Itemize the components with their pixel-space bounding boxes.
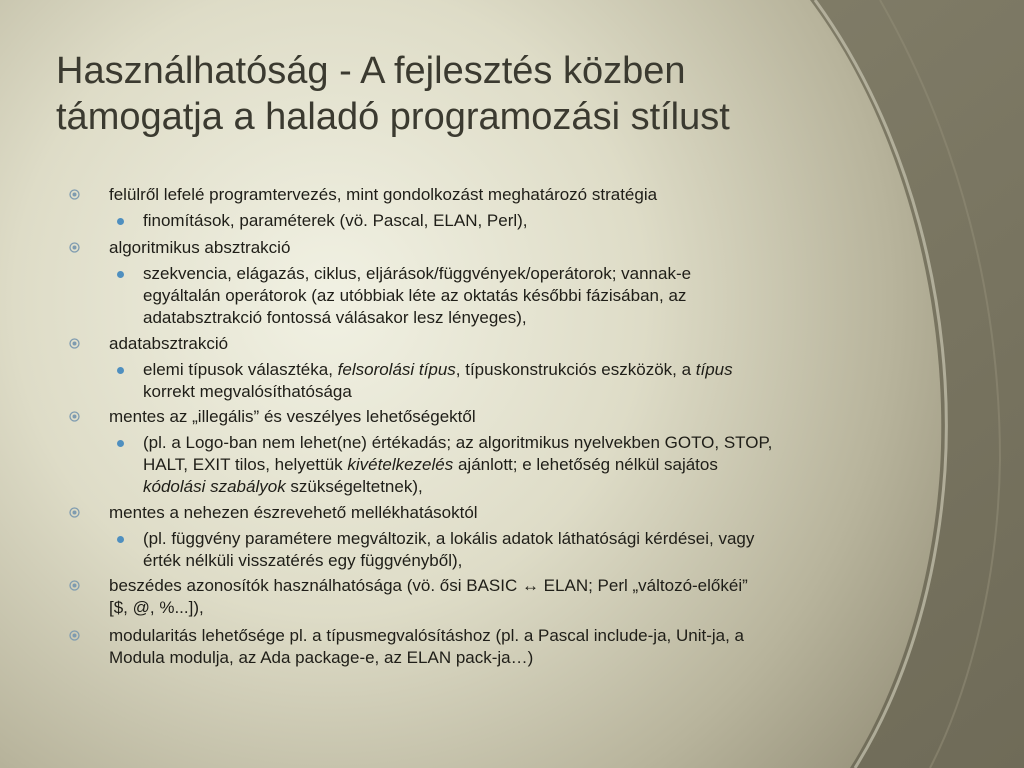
bullet-item: [109, 237, 899, 259]
sub-bullet-item: [143, 359, 903, 403]
bullet-text-line: [$, @, %...]),: [109, 598, 204, 617]
text-run: elemi típusok választéka,: [143, 360, 338, 379]
sub-bullet-text-line: (pl. függvény paramétere megváltozik, a lokális adatok láthatósági kérdései, vagy: [143, 529, 755, 548]
bullet-item: [109, 184, 899, 206]
text-run: HALT, EXIT tilos, helyettük: [143, 455, 348, 474]
bullet-text-line: modularitás lehetősége pl. a típusmegvalósításhoz (pl. a Pascal include-ja, Unit-ja, a: [109, 626, 745, 645]
sub-bullet-text: finomítások, paraméterek (vö. Pascal, ELAN, Perl),: [143, 211, 528, 230]
italic-term: kódolási szabályok: [143, 477, 286, 496]
bullet-item: [109, 502, 899, 524]
text-run: szükségeltetnek),: [285, 477, 423, 496]
bullet-item: [109, 575, 899, 619]
sub-bullet-text-line: (pl. a Logo-ban nem lehet(ne) értékadás; az algoritmikus nyelvekben GOTO, STOP,: [143, 433, 773, 452]
bullet-text: mentes az „illegális” és veszélyes lehetőségektől: [109, 407, 476, 426]
circle-dot-bullet-icon: [69, 630, 80, 641]
circle-dot-bullet-icon: [69, 507, 80, 518]
circle-dot-bullet-icon: [69, 242, 80, 253]
bullet-text-line: Modula modulja, az Ada package-e, az ELAN pack-ja…): [109, 648, 534, 667]
sub-bullet-text-line: érték nélküli visszatérés egy függvényből),: [143, 551, 463, 570]
bullet-text: felülről lefelé programtervezés, mint gondolkozást meghatározó stratégia: [109, 185, 658, 204]
bullet-item: [109, 333, 899, 355]
sub-bullet-item: [143, 263, 903, 329]
bullet-text-line: beszédes azonosítók használhatósága (vö. ősi BASIC ↔ ELAN; Perl „változó-előkéi”: [109, 576, 748, 595]
bullet-text: adatabsztrakció: [109, 334, 229, 353]
circle-dot-bullet-icon: [69, 580, 80, 591]
sub-bullet-text-line: szekvencia, elágazás, ciklus, eljárások/függvények/operátorok; vannak-e: [143, 264, 692, 283]
dot-bullet-icon: [117, 536, 124, 543]
bullet-text: algoritmikus absztrakció: [109, 238, 291, 257]
dot-bullet-icon: [117, 367, 124, 374]
text-run: ajánlott; e lehetőség nélkül sajátos: [453, 455, 718, 474]
sub-bullet-item: [143, 432, 903, 498]
sub-bullet-item: [143, 528, 903, 572]
circle-dot-bullet-icon: [69, 338, 80, 349]
title-line: támogatja a haladó programozási stílust: [56, 96, 730, 138]
italic-term: típus: [695, 360, 733, 379]
sub-bullet-text-line: [143, 476, 903, 498]
sub-bullet-text-line: [143, 359, 903, 381]
dot-bullet-icon: [117, 218, 124, 225]
bullet-text: mentes a nehezen észrevehető mellékhatásoktól: [109, 503, 478, 522]
sub-bullet-text-line: [143, 454, 903, 476]
sub-bullet-text-line: adatabsztrakció fontossá válásakor lesz lényeges),: [143, 308, 527, 327]
bullet-item: [109, 406, 899, 428]
sub-bullet-text-line: egyáltalán operátorok (az utóbbiak léte az oktatás későbbi fázisában, az: [143, 286, 687, 305]
italic-term: kivételkezelés: [347, 455, 454, 474]
bullet-item: [109, 625, 899, 669]
circle-dot-bullet-icon: [69, 411, 80, 422]
sub-bullet-item: [143, 210, 903, 232]
dot-bullet-icon: [117, 271, 124, 278]
italic-term: felsorolási típus: [337, 360, 456, 379]
title-line: Használhatóság - A fejlesztés közben: [56, 50, 686, 92]
circle-dot-bullet-icon: [69, 189, 80, 200]
text-run: , típuskonstrukciós eszközök, a: [455, 360, 696, 379]
dot-bullet-icon: [117, 440, 124, 447]
sub-bullet-text-line: korrekt megvalósíthatósága: [143, 382, 352, 401]
